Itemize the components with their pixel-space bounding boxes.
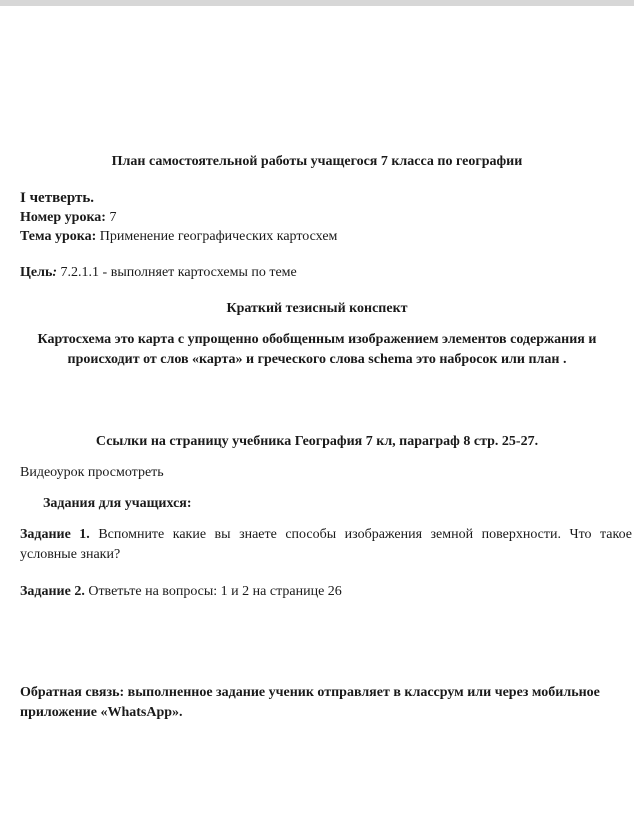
task-1-text: Вспомните какие вы знаете способы изображения земной поверхности. Что такое условные знаки? — [20, 527, 632, 562]
lesson-topic-line — [20, 227, 337, 246]
tasks-heading: Задания для учащихся: — [43, 496, 192, 511]
task-1-label: Задание 1. — [20, 527, 90, 542]
goal-label: Цель — [20, 265, 53, 280]
lesson-number-value: 7 — [109, 210, 117, 225]
summary-text: Картосхема это карта с упрощенно обобщенным изображением элементов содержания и происходит от слов «карта» и греческого слова schema это набросок или план . — [37, 332, 597, 367]
goal-value: 7.2.1.1 - выполняет картосхемы по теме — [60, 265, 297, 280]
lesson-topic-label: Тема урока: — [20, 229, 97, 244]
summary-heading: Краткий тезисный конспект — [226, 301, 408, 316]
task-2 — [20, 582, 342, 601]
task-2-text: Ответьте на вопросы: 1 и 2 на странице 26 — [88, 584, 342, 599]
video-lesson-text: Видеоурок просмотреть — [20, 465, 164, 480]
lesson-topic-value: Применение географических картосхем — [99, 229, 338, 244]
lesson-number-label: Номер урока: — [20, 210, 106, 225]
document-title: План самостоятельной работы учащегося 7 класса по географии — [111, 154, 523, 169]
feedback-text: Обратная связь: выполненное задание ученик отправляет в классрум или через мобильное приложение «WhatsApp». — [20, 685, 600, 720]
textbook-reference: Ссылки на страницу учебника География 7 кл, параграф 8 стр. 25-27. — [95, 434, 539, 449]
quarter-label: I четверть. — [20, 190, 95, 206]
lesson-number-line — [20, 208, 116, 227]
goal-line — [20, 263, 297, 282]
goal-colon: : — [52, 265, 58, 280]
task-1 — [20, 525, 632, 565]
task-2-label: Задание 2. — [20, 584, 85, 599]
